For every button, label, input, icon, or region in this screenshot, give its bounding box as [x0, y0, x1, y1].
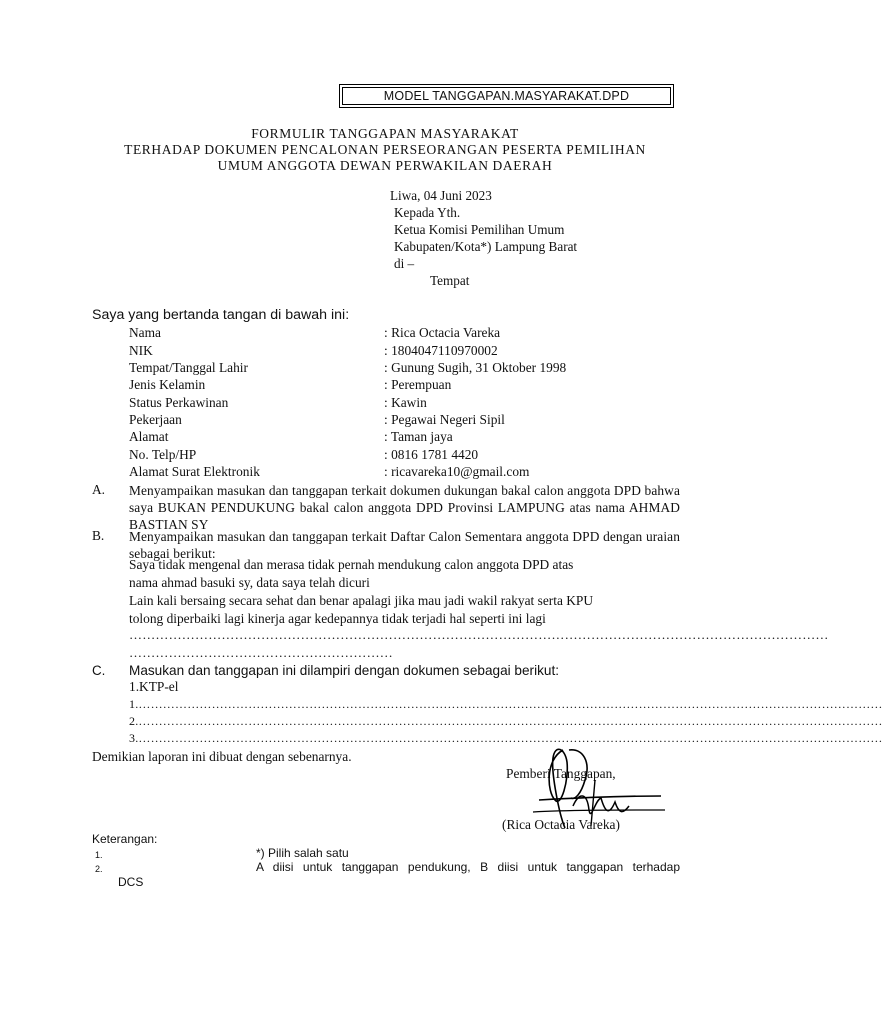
identity-label-marital: Status Perkawinan: [129, 395, 229, 410]
identity-value-marital: : Kawin: [384, 395, 427, 410]
item-b-response-line-4: tolong diperbaiki lagi kinerja agar kedepannya tidak terjadi hal seperti ini lagi: [129, 611, 546, 626]
note-text-1: *) Pilih salah satu: [256, 846, 349, 860]
identity-value-phone: : 0816 1781 4420: [384, 447, 479, 462]
identity-label-nik: NIK: [129, 343, 153, 358]
identity-label-address: Alamat: [129, 429, 169, 444]
identity-label-ttl: Tempat/Tanggal Lahir: [129, 360, 248, 375]
note-text-2: A diisi untuk tanggapan pendukung, B diisi untuk tanggapan terhadap: [256, 860, 680, 874]
closing-statement: Demikian laporan ini dibuat dengan sebenarnya.: [92, 749, 352, 764]
intro-text: Saya yang bertanda tangan di bawah ini:: [92, 307, 350, 323]
recipient-to: Kepada Yth.: [394, 205, 461, 220]
form-title-line-1: FORMULIR TANGGAPAN MASYARAKAT: [251, 126, 519, 141]
identity-value-nama: : Rica Octacia Vareka: [384, 325, 501, 340]
note-number-2: 2.: [95, 864, 103, 874]
identity-label-phone: No. Telp/HP: [129, 447, 197, 462]
identity-value-email: : ricavareka10@gmail.com: [384, 464, 530, 479]
item-b-response-line-1: Saya tidak mengenal dan merasa tidak pernah mendukung calon anggota DPD atas: [129, 557, 574, 572]
item-a-letter: A.: [92, 482, 106, 497]
recipient-tempat: Tempat: [430, 273, 470, 288]
model-code-box: [339, 84, 674, 108]
note-text-2-continued: DCS: [118, 875, 144, 889]
form-title-line-3: UMUM ANGGOTA DEWAN PERWAKILAN DAERAH: [217, 158, 553, 173]
identity-label-email: Alamat Surat Elektronik: [129, 464, 260, 479]
item-c-attachment: 1.KTP-el: [129, 679, 179, 694]
item-b-response-line-3: Lain kali bersaing secara sehat dan benar apalagi jika mau jadi wakil rakyat serta KPU: [129, 593, 594, 608]
item-c-blank-3: 3.…………………………………………………………………………………………………………………………………………………………………: [129, 731, 883, 745]
item-c-letter: C.: [92, 663, 106, 678]
item-c-blank-2: 2.…………………………………………………………………………………………………………………………………………………………………: [129, 714, 883, 728]
item-b-dotted-line-2: ……………………………………………………: [129, 645, 393, 660]
item-a-text: Menyampaikan masukan dan tanggapan terkait dokumen dukungan bakal calon anggota DPD bahwa saya BUKAN PENDUKUNG bakal calon anggota DPD Provinsi LAMPUNG atas nama AHMAD BASTIAN SY: [129, 483, 680, 532]
identity-value-nik: : 1804047110970002: [384, 343, 498, 358]
item-c-blank-1: 1.…………………………………………………………………………………………………………………………………………………………………: [129, 697, 883, 711]
place-date: Liwa, 04 Juni 2023: [390, 188, 492, 203]
identity-label-gender: Jenis Kelamin: [129, 377, 206, 392]
identity-value-address: : Taman jaya: [384, 429, 453, 444]
signer-name: (Rica Octacia Vareka): [502, 817, 620, 832]
identity-label-job: Pekerjaan: [129, 412, 182, 427]
recipient-region: Kabupaten/Kota*) Lampung Barat: [394, 239, 578, 254]
item-b-letter: B.: [92, 528, 105, 543]
note-number-1: 1.: [95, 850, 103, 860]
recipient-di: di –: [394, 256, 415, 271]
item-b-response-line-2: nama ahmad basuki sy, data saya telah dicuri: [129, 575, 370, 590]
model-code: MODEL TANGGAPAN.MASYARAKAT.DPD: [342, 87, 671, 105]
recipient-office: Ketua Komisi Pemilihan Umum: [394, 222, 565, 237]
form-title-line-2: TERHADAP DOKUMEN PENCALONAN PERSEORANGAN PESERTA PEMILIHAN: [124, 142, 646, 157]
notes-heading: Keterangan:: [92, 832, 158, 846]
signer-title: Pemberi Tanggapan,: [506, 766, 616, 781]
identity-label-nama: Nama: [129, 325, 161, 340]
identity-value-ttl: : Gunung Sugih, 31 Oktober 1998: [384, 360, 567, 375]
item-b-text: Menyampaikan masukan dan tanggapan terkait Daftar Calon Sementara anggota DPD dengan uraian sebagai berikut:: [129, 529, 680, 561]
item-c-text: Masukan dan tanggapan ini dilampiri dengan dokumen sebagai berikut:: [129, 663, 560, 678]
identity-value-job: : Pegawai Negeri Sipil: [384, 412, 505, 427]
identity-value-gender: : Perempuan: [384, 377, 452, 392]
item-b-dotted-line-1: ……………………………………………………………………………………………………………………………………………: [129, 627, 829, 642]
